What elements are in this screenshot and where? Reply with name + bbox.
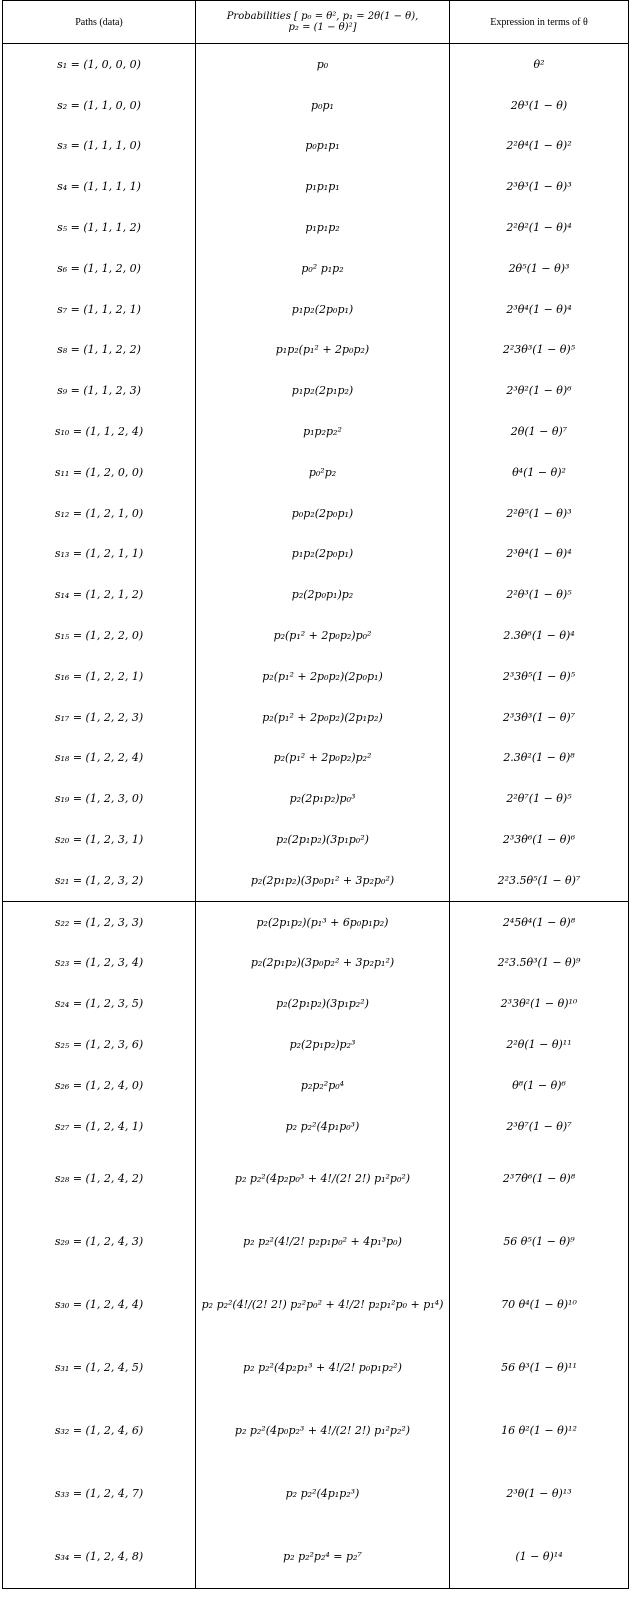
path-cell xyxy=(3,983,196,1024)
path-text: s₂₇ = (1, 2, 4, 1) xyxy=(54,1119,144,1133)
table-row xyxy=(3,1024,629,1065)
probability-text: p₁p₂(p₁² + 2p₀p₂) xyxy=(275,343,370,357)
path-text: s₁₈ = (1, 2, 2, 4) xyxy=(54,751,144,765)
probability-cell xyxy=(196,983,450,1024)
path-cell xyxy=(3,1525,196,1589)
probability-cell xyxy=(196,860,450,901)
path-cell xyxy=(3,452,196,493)
expression-cell xyxy=(450,1399,629,1462)
header-row xyxy=(3,1,629,44)
probability-cell xyxy=(196,1336,450,1399)
table-row xyxy=(3,738,629,779)
path-text: s₄ = (1, 1, 1, 1) xyxy=(57,180,141,194)
path-cell xyxy=(3,1065,196,1106)
probability-cell xyxy=(196,656,450,697)
expression-cell xyxy=(450,943,629,984)
path-cell xyxy=(3,248,196,289)
expression-text: 70 θ⁴(1 − θ)¹⁰ xyxy=(501,1297,577,1311)
header-probabilities-line1: Probabilities [ p₀ = θ², p₁ = 2θ(1 − θ), xyxy=(226,11,419,22)
probability-text: p₂p₂²p₀⁴ xyxy=(300,1078,345,1092)
expression-cell xyxy=(450,615,629,656)
probability-cell xyxy=(196,411,450,452)
probability-text: p₀p₁ xyxy=(311,98,334,112)
path-cell xyxy=(3,943,196,984)
table-row xyxy=(3,1210,629,1273)
probability-cell xyxy=(196,1147,450,1210)
table-row xyxy=(3,1399,629,1462)
path-text: s₂₆ = (1, 2, 4, 0) xyxy=(54,1078,144,1092)
probability-text: p₂ p₂²(4!/2! p₂p₁p₀² + 4p₁³p₀) xyxy=(243,1234,402,1248)
expression-text: 2θ(1 − θ)⁷ xyxy=(510,425,568,439)
expression-cell xyxy=(450,819,629,860)
expression-text: 2³3θ²(1 − θ)¹⁰ xyxy=(500,997,578,1011)
expression-cell xyxy=(450,411,629,452)
expression-cell xyxy=(450,738,629,779)
probability-cell xyxy=(196,1462,450,1525)
expression-cell xyxy=(450,1525,629,1589)
table-row xyxy=(3,411,629,452)
path-cell xyxy=(3,411,196,452)
expression-cell xyxy=(450,289,629,330)
path-text: s₃₀ = (1, 2, 4, 4) xyxy=(54,1297,144,1311)
path-cell xyxy=(3,1336,196,1399)
path-text: s₃₁ = (1, 2, 4, 5) xyxy=(54,1360,144,1374)
expression-text: 56 θ⁵(1 − θ)⁹ xyxy=(503,1234,575,1248)
expression-cell xyxy=(450,534,629,575)
probability-cell xyxy=(196,289,450,330)
expression-text: 2²θ⁵(1 − θ)³ xyxy=(506,506,572,520)
expression-cell xyxy=(450,166,629,207)
expression-cell xyxy=(450,1273,629,1336)
path-cell xyxy=(3,289,196,330)
path-cell xyxy=(3,493,196,534)
path-text: s₁₁ = (1, 2, 0, 0) xyxy=(54,465,144,479)
path-cell xyxy=(3,1273,196,1336)
expression-text: 16 θ²(1 − θ)¹² xyxy=(501,1423,577,1437)
probability-text: p₀² p₁p₂ xyxy=(301,261,344,275)
probability-text: p₁p₂(2p₀p₁) xyxy=(291,547,354,561)
path-cell xyxy=(3,370,196,411)
expression-cell xyxy=(450,207,629,248)
table-row xyxy=(3,860,629,901)
path-cell xyxy=(3,166,196,207)
path-cell xyxy=(3,1024,196,1065)
expression-cell xyxy=(450,1024,629,1065)
header-probabilities xyxy=(196,1,450,44)
probability-text: p₂(2p₁p₂)(3p₁p₀²) xyxy=(276,833,369,847)
probability-text: p₂ p₂²(4p₂p₁³ + 4!/2! p₀p₁p₂²) xyxy=(243,1360,402,1374)
header-expression: Expression in terms of θ xyxy=(450,1,629,44)
probability-cell xyxy=(196,778,450,819)
expression-text: 2.3θ²(1 − θ)⁸ xyxy=(503,751,575,765)
probability-text: p₁p₁p₂ xyxy=(305,221,340,235)
path-text: s₇ = (1, 1, 2, 1) xyxy=(57,302,141,316)
probability-text: p₂(2p₁p₂)(p₁³ + 6p₀p₁p₂) xyxy=(256,915,389,929)
path-cell xyxy=(3,44,196,85)
header-probabilities-line2: p₂ = (1 − θ)²] xyxy=(288,22,357,33)
path-cell xyxy=(3,819,196,860)
probability-cell xyxy=(196,85,450,126)
path-cell xyxy=(3,1210,196,1273)
expression-text: 2²3.5θ³(1 − θ)⁹ xyxy=(497,956,581,970)
table-row xyxy=(3,656,629,697)
expression-text: 2θ⁵(1 − θ)³ xyxy=(508,261,570,275)
probability-text: p₂(p₁² + 2p₀p₂)p₂² xyxy=(273,751,372,765)
probability-cell xyxy=(196,126,450,167)
expression-cell xyxy=(450,656,629,697)
probability-text: p₀²p₂ xyxy=(308,465,337,479)
path-cell xyxy=(3,738,196,779)
table-row xyxy=(3,901,629,942)
path-text: s₆ = (1, 1, 2, 0) xyxy=(57,261,141,275)
path-text: s₂₃ = (1, 2, 3, 4) xyxy=(54,956,144,970)
probability-text: p₂(p₁² + 2p₀p₂)p₀² xyxy=(273,629,372,643)
table-row xyxy=(3,574,629,615)
probability-text: p₀p₂(2p₀p₁) xyxy=(291,506,354,520)
table-row xyxy=(3,289,629,330)
expression-cell xyxy=(450,1210,629,1273)
path-text: s₃₃ = (1, 2, 4, 7) xyxy=(54,1486,144,1500)
table-row xyxy=(3,1525,629,1589)
table-row xyxy=(3,534,629,575)
expression-cell xyxy=(450,452,629,493)
path-text: s₁₀ = (1, 1, 2, 4) xyxy=(54,425,144,439)
table-row xyxy=(3,1065,629,1106)
table-row xyxy=(3,85,629,126)
table-row xyxy=(3,166,629,207)
expression-cell xyxy=(450,44,629,85)
table-header xyxy=(3,1,629,44)
expression-cell xyxy=(450,248,629,289)
probability-cell xyxy=(196,574,450,615)
path-cell xyxy=(3,778,196,819)
path-text: s₁₅ = (1, 2, 2, 0) xyxy=(54,629,144,643)
path-text: s₁₇ = (1, 2, 2, 3) xyxy=(54,710,144,724)
expression-text: 2θ³(1 − θ) xyxy=(510,98,568,112)
path-cell xyxy=(3,85,196,126)
expression-cell xyxy=(450,370,629,411)
probability-text: p₂(2p₁p₂)(3p₀p₂² + 3p₂p₁²) xyxy=(250,956,395,970)
table-row xyxy=(3,452,629,493)
expression-cell xyxy=(450,85,629,126)
probability-cell xyxy=(196,943,450,984)
expression-text: 2²3.5θ⁵(1 − θ)⁷ xyxy=(497,873,581,887)
path-cell xyxy=(3,534,196,575)
expression-text: 2²θ⁷(1 − θ)⁵ xyxy=(506,792,572,806)
probability-cell xyxy=(196,819,450,860)
expression-text: 2²θ²(1 − θ)⁴ xyxy=(506,221,572,235)
path-text: s₂₀ = (1, 2, 3, 1) xyxy=(54,833,144,847)
expression-cell xyxy=(450,860,629,901)
path-text: s₈ = (1, 1, 2, 2) xyxy=(57,343,141,357)
expression-text: 2²θ³(1 − θ)⁵ xyxy=(506,588,572,602)
path-text: s₉ = (1, 1, 2, 3) xyxy=(57,384,141,398)
probability-cell xyxy=(196,370,450,411)
table-row xyxy=(3,1462,629,1525)
probability-text: p₂(2p₁p₂)p₂³ xyxy=(289,1038,356,1052)
probability-cell xyxy=(196,452,450,493)
path-text: s₃₄ = (1, 2, 4, 8) xyxy=(54,1549,144,1563)
probability-text: p₀ xyxy=(316,57,329,71)
probability-text: p₂ p₂²p₂⁴ = p₂⁷ xyxy=(283,1549,362,1563)
expression-text: 2³θ²(1 − θ)⁶ xyxy=(506,384,572,398)
path-text: s₁₄ = (1, 2, 1, 2) xyxy=(54,588,144,602)
expression-cell xyxy=(450,1336,629,1399)
expression-text: 2³θ(1 − θ)¹³ xyxy=(506,1486,572,1500)
probability-cell xyxy=(196,1065,450,1106)
expression-text: 2.3θ⁶(1 − θ)⁴ xyxy=(503,629,575,643)
path-text: s₂₂ = (1, 2, 3, 3) xyxy=(54,915,144,929)
paths-probability-table xyxy=(2,0,629,1589)
path-text: s₂ = (1, 1, 0, 0) xyxy=(57,98,141,112)
table-row xyxy=(3,1336,629,1399)
probability-cell xyxy=(196,493,450,534)
table-row xyxy=(3,207,629,248)
probability-text: p₀p₁p₁ xyxy=(305,139,340,153)
probability-cell xyxy=(196,901,450,942)
expression-text: 2³3θ³(1 − θ)⁷ xyxy=(502,710,576,724)
table-row xyxy=(3,330,629,371)
expression-text: θ² xyxy=(533,57,545,71)
table-body xyxy=(3,44,629,1589)
table-row xyxy=(3,1273,629,1336)
table-row xyxy=(3,44,629,85)
path-cell xyxy=(3,1462,196,1525)
expression-text: θ⁴(1 − θ)² xyxy=(512,465,566,479)
probability-text: p₁p₂(2p₀p₁) xyxy=(291,302,354,316)
table-row xyxy=(3,1106,629,1147)
probability-text: p₂(2p₁p₂)(3p₁p₂²) xyxy=(276,997,369,1011)
expression-text: 56 θ³(1 − θ)¹¹ xyxy=(501,1360,577,1374)
path-cell xyxy=(3,1106,196,1147)
expression-text: 2³θ³(1 − θ)³ xyxy=(506,180,572,194)
probability-cell xyxy=(196,44,450,85)
probability-cell xyxy=(196,248,450,289)
path-text: s₁ = (1, 0, 0, 0) xyxy=(57,57,141,71)
table-row xyxy=(3,943,629,984)
expression-text: (1 − θ)¹⁴ xyxy=(515,1549,563,1563)
probability-cell xyxy=(196,738,450,779)
path-text: s₁₃ = (1, 2, 1, 1) xyxy=(54,547,144,561)
expression-text: 2²θ⁴(1 − θ)² xyxy=(506,139,572,153)
path-text: s₂₅ = (1, 2, 3, 6) xyxy=(54,1038,144,1052)
expression-text: 2³3θ⁵(1 − θ)⁵ xyxy=(502,669,576,683)
probability-text: p₂(p₁² + 2p₀p₂)(2p₀p₁) xyxy=(262,669,383,683)
probability-text: p₂ p₂²(4p₀p₂³ + 4!/(2! 2!) p₁²p₂²) xyxy=(234,1423,411,1437)
expression-cell xyxy=(450,1106,629,1147)
path-cell xyxy=(3,1399,196,1462)
path-cell xyxy=(3,574,196,615)
probability-text: p₂ p₂²(4p₁p₀³) xyxy=(285,1119,360,1133)
expression-cell xyxy=(450,901,629,942)
expression-cell xyxy=(450,1147,629,1210)
path-text: s₁₉ = (1, 2, 3, 0) xyxy=(54,792,144,806)
header-paths: Paths (data) xyxy=(3,1,196,44)
path-text: s₂₉ = (1, 2, 4, 3) xyxy=(54,1234,144,1248)
probability-cell xyxy=(196,1273,450,1336)
probability-cell xyxy=(196,1210,450,1273)
expression-text: 2³θ⁴(1 − θ)⁴ xyxy=(506,302,572,316)
probability-cell xyxy=(196,166,450,207)
probability-text: p₁p₁p₁ xyxy=(305,180,340,194)
probability-text: p₁p₂(2p₁p₂) xyxy=(291,384,354,398)
probability-text: p₂(2p₁p₂)(3p₀p₁² + 3p₂p₀²) xyxy=(250,873,395,887)
expression-cell xyxy=(450,574,629,615)
expression-cell xyxy=(450,983,629,1024)
path-cell xyxy=(3,656,196,697)
path-cell xyxy=(3,330,196,371)
table-row xyxy=(3,493,629,534)
probability-cell xyxy=(196,330,450,371)
expression-cell xyxy=(450,697,629,738)
path-text: s₅ = (1, 1, 1, 2) xyxy=(57,221,141,235)
probability-cell xyxy=(196,1525,450,1589)
expression-text: 2²θ(1 − θ)¹¹ xyxy=(506,1038,572,1052)
path-cell xyxy=(3,615,196,656)
path-text: s₂₈ = (1, 2, 4, 2) xyxy=(54,1171,144,1185)
path-cell xyxy=(3,901,196,942)
probability-text: p₂(2p₁p₂)p₀³ xyxy=(289,792,356,806)
path-cell xyxy=(3,126,196,167)
expression-text: 2³θ⁷(1 − θ)⁷ xyxy=(506,1119,572,1133)
expression-cell xyxy=(450,330,629,371)
expression-cell xyxy=(450,126,629,167)
expression-text: 2³3θ⁶(1 − θ)⁶ xyxy=(502,833,576,847)
expression-text: θ⁸(1 − θ)⁶ xyxy=(512,1078,566,1092)
path-text: s₁₆ = (1, 2, 2, 1) xyxy=(54,669,144,683)
probability-text: p₂(2p₀p₁)p₂ xyxy=(291,588,354,602)
path-text: s₂₁ = (1, 2, 3, 2) xyxy=(54,873,144,887)
table-row xyxy=(3,370,629,411)
path-cell xyxy=(3,697,196,738)
probability-cell xyxy=(196,1024,450,1065)
expression-text: 2³7θ⁶(1 − θ)⁸ xyxy=(502,1171,576,1185)
probability-text: p₂(p₁² + 2p₀p₂)(2p₁p₂) xyxy=(262,710,383,724)
expression-cell xyxy=(450,1065,629,1106)
paths-probability-table-sheet xyxy=(2,0,628,1589)
table-row xyxy=(3,126,629,167)
path-cell xyxy=(3,207,196,248)
expression-cell xyxy=(450,1462,629,1525)
table-row xyxy=(3,1147,629,1210)
table-row xyxy=(3,983,629,1024)
probability-text: p₂ p₂²(4p₁p₂³) xyxy=(285,1486,360,1500)
expression-cell xyxy=(450,493,629,534)
probability-cell xyxy=(196,615,450,656)
expression-text: 2³θ⁴(1 − θ)⁴ xyxy=(506,547,572,561)
probability-cell xyxy=(196,534,450,575)
probability-cell xyxy=(196,1399,450,1462)
path-cell xyxy=(3,1147,196,1210)
expression-text: 2²3θ³(1 − θ)⁵ xyxy=(502,343,576,357)
probability-text: p₁p₂p₂² xyxy=(303,425,342,439)
probability-cell xyxy=(196,1106,450,1147)
path-text: s₃ = (1, 1, 1, 0) xyxy=(57,139,141,153)
path-text: s₃₂ = (1, 2, 4, 6) xyxy=(54,1423,144,1437)
table-row xyxy=(3,248,629,289)
expression-text: 2⁴5θ⁴(1 − θ)⁸ xyxy=(502,915,576,929)
path-cell xyxy=(3,860,196,901)
table-row xyxy=(3,778,629,819)
table-row xyxy=(3,819,629,860)
probability-text: p₂ p₂²(4p₂p₀³ + 4!/(2! 2!) p₁²p₀²) xyxy=(234,1171,411,1185)
probability-text: p₂ p₂²(4!/(2! 2!) p₂²p₀² + 4!/2! p₂p₁²p₀ + p₁⁴) xyxy=(201,1297,444,1311)
probability-cell xyxy=(196,207,450,248)
path-text: s₁₂ = (1, 2, 1, 0) xyxy=(54,506,144,520)
table-row xyxy=(3,697,629,738)
expression-cell xyxy=(450,778,629,819)
table-row xyxy=(3,615,629,656)
probability-cell xyxy=(196,697,450,738)
path-text: s₂₄ = (1, 2, 3, 5) xyxy=(54,997,144,1011)
